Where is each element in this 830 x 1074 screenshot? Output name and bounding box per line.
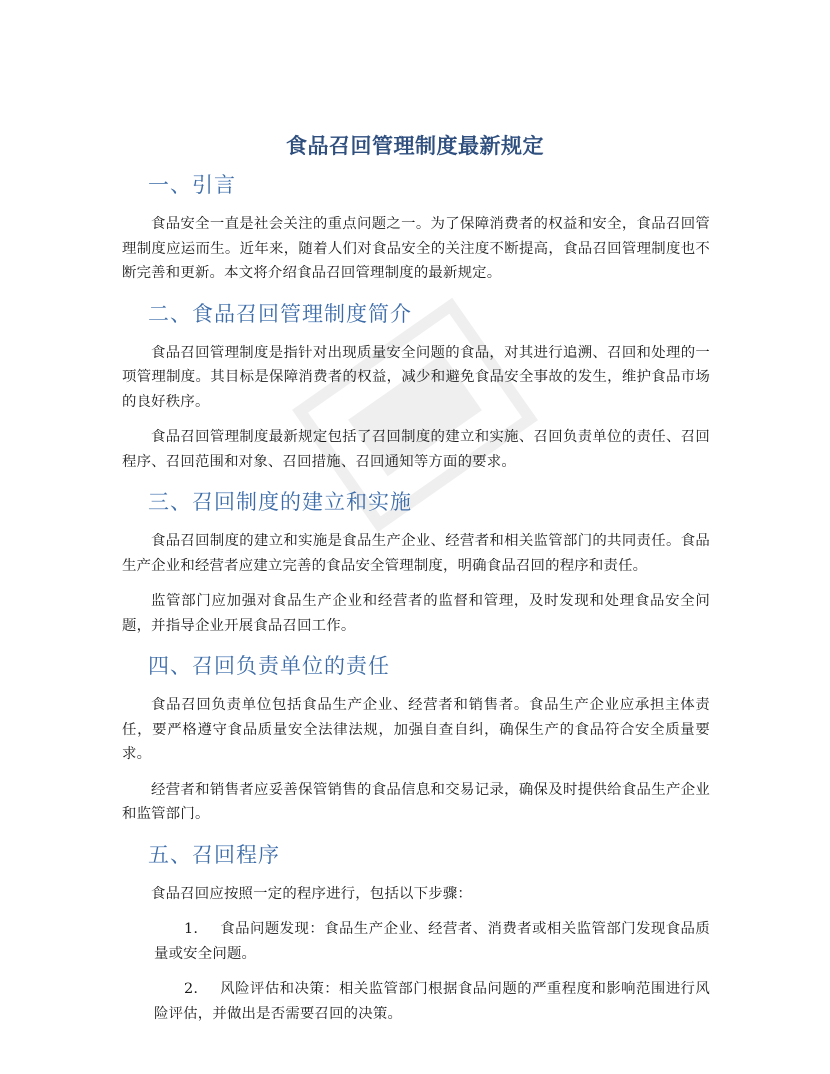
list-item: [154, 917, 710, 966]
paragraph: 食品召回管理制度最新规定包括了召回制度的建立和实施、召回负责单位的责任、召回程序、召回范围和对象、召回措施、召回通知等方面的要求。: [122, 429, 710, 470]
list-number: 1.: [184, 921, 199, 937]
list-item: [154, 977, 710, 1026]
section-introduction: [122, 168, 710, 286]
list-number: 2.: [184, 981, 199, 997]
paragraph: 监管部门应加强对食品生产企业和经营者的监督和管理，及时发现和处理食品安全问题，并指导企业开展食品召回工作。: [122, 593, 710, 634]
paragraph: 食品召回应按照一定的程序进行，包括以下步骤：: [151, 885, 472, 902]
section-heading: 四、召回负责单位的责任: [148, 654, 390, 678]
section-heading: 二、食品召回管理制度简介: [148, 301, 412, 326]
paragraph: 经营者和销售者应妥善保管销售的食品信息和交易记录，确保及时提供给食品生产企业和监管部门。: [122, 781, 710, 822]
section-procedure: [122, 838, 710, 1027]
section-responsibility: [122, 649, 710, 827]
paragraph: 食品召回负责单位包括食品生产企业、经营者和销售者。食品生产企业应承担主体责任，要严格遵守食品质量安全法律法规，加强自查自纠，确保生产的食品符合安全质量要求。: [122, 697, 710, 762]
paragraph: 食品召回制度的建立和实施是食品生产企业、经营者和相关监管部门的共同责任。食品生产企业和经营者应建立完善的食品安全管理制度，明确食品召回的程序和责任。: [122, 533, 710, 574]
section-establishment: [122, 485, 710, 638]
document-title: 食品召回管理制度最新规定: [286, 134, 544, 158]
list-text: 食品问题发现：食品生产企业、经营者、消费者或相关监管部门发现食品质量或安全问题。: [154, 921, 710, 962]
paragraph: 食品召回管理制度是指针对出现质量安全问题的食品，对其进行追溯、召回和处理的一项管理制度。其目标是保障消费者的权益，减少和避免食品安全事故的发生，维护食品市场的良好秩序。: [122, 344, 710, 410]
paragraph: 食品安全一直是社会关注的重点问题之一。为了保障消费者的权益和安全，食品召回管理制度应运而生。近年来，随着人们对食品安全的关注度不断提高，食品召回管理制度也不断完善和更新。本文将介绍食品召回管理制度的最新规定。: [122, 216, 710, 281]
section-heading: 五、召回程序: [148, 842, 280, 867]
section-heading: 三、召回制度的建立和实施: [148, 490, 412, 514]
section-overview: [122, 297, 710, 475]
list-text: 风险评估和决策：相关监管部门根据食品问题的严重程度和影响范围进行风险评估，并做出是否需要召回的决策。: [154, 981, 710, 1022]
section-heading: 一、引言: [148, 173, 236, 197]
document-body: [122, 168, 710, 1037]
